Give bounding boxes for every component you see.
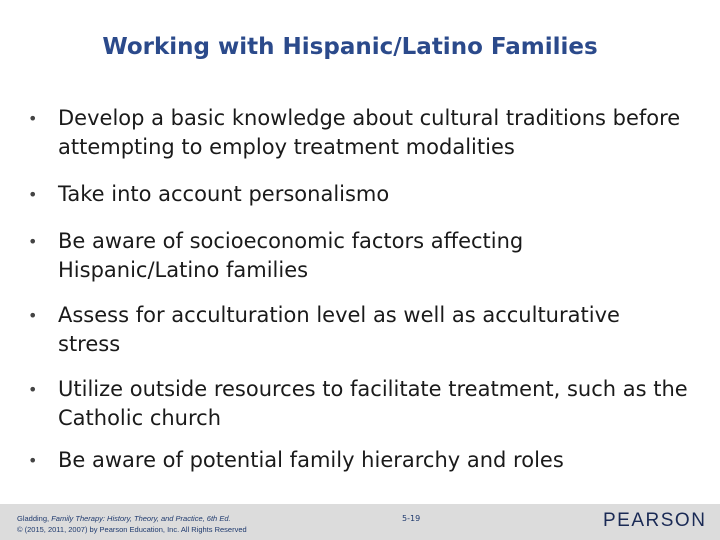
slide-title: Working with Hispanic/Latino Families — [102, 34, 598, 60]
bullet-text: Assess for acculturation level as well as acculturative stress — [58, 303, 620, 356]
bullet-item — [28, 180, 688, 209]
page-number: 5-19 — [402, 514, 421, 523]
bullet-dot-icon: • — [28, 109, 38, 128]
bullet-dot-icon: • — [28, 232, 38, 251]
bullet-text: Utilize outside resources to facilitate treatment, such as the Catholic church — [58, 377, 688, 430]
bullet-item — [28, 227, 688, 285]
footer-copyright: © (2015, 2011, 2007) by Pearson Education, Inc. All Rights Reserved — [17, 525, 247, 534]
bullet-item — [28, 375, 688, 433]
bullet-dot-icon: • — [28, 380, 38, 399]
bullet-item — [28, 104, 688, 162]
pearson-logo: PEARSON — [603, 510, 707, 531]
footer-book-title: Family Therapy: History, Theory, and Practice, 6th Ed. — [51, 514, 231, 523]
bullet-item — [28, 301, 688, 359]
bullet-item — [28, 446, 688, 475]
bullet-dot-icon: • — [28, 306, 38, 325]
bullet-text: Develop a basic knowledge about cultural traditions before attempting to employ treatment modalities — [58, 106, 681, 159]
bullet-text: Be aware of potential family hierarchy and roles — [58, 448, 564, 472]
bullet-text: Be aware of socioeconomic factors affecting Hispanic/Latino families — [58, 229, 524, 282]
bullet-dot-icon: • — [28, 451, 38, 470]
footer-author: Gladding, — [17, 514, 50, 523]
bullet-dot-icon: • — [28, 185, 38, 204]
bullet-list — [28, 104, 688, 475]
footer-citation — [17, 513, 247, 535]
bullet-text: Take into account personalismo — [58, 182, 390, 206]
footer-citation-line1 — [17, 513, 247, 524]
